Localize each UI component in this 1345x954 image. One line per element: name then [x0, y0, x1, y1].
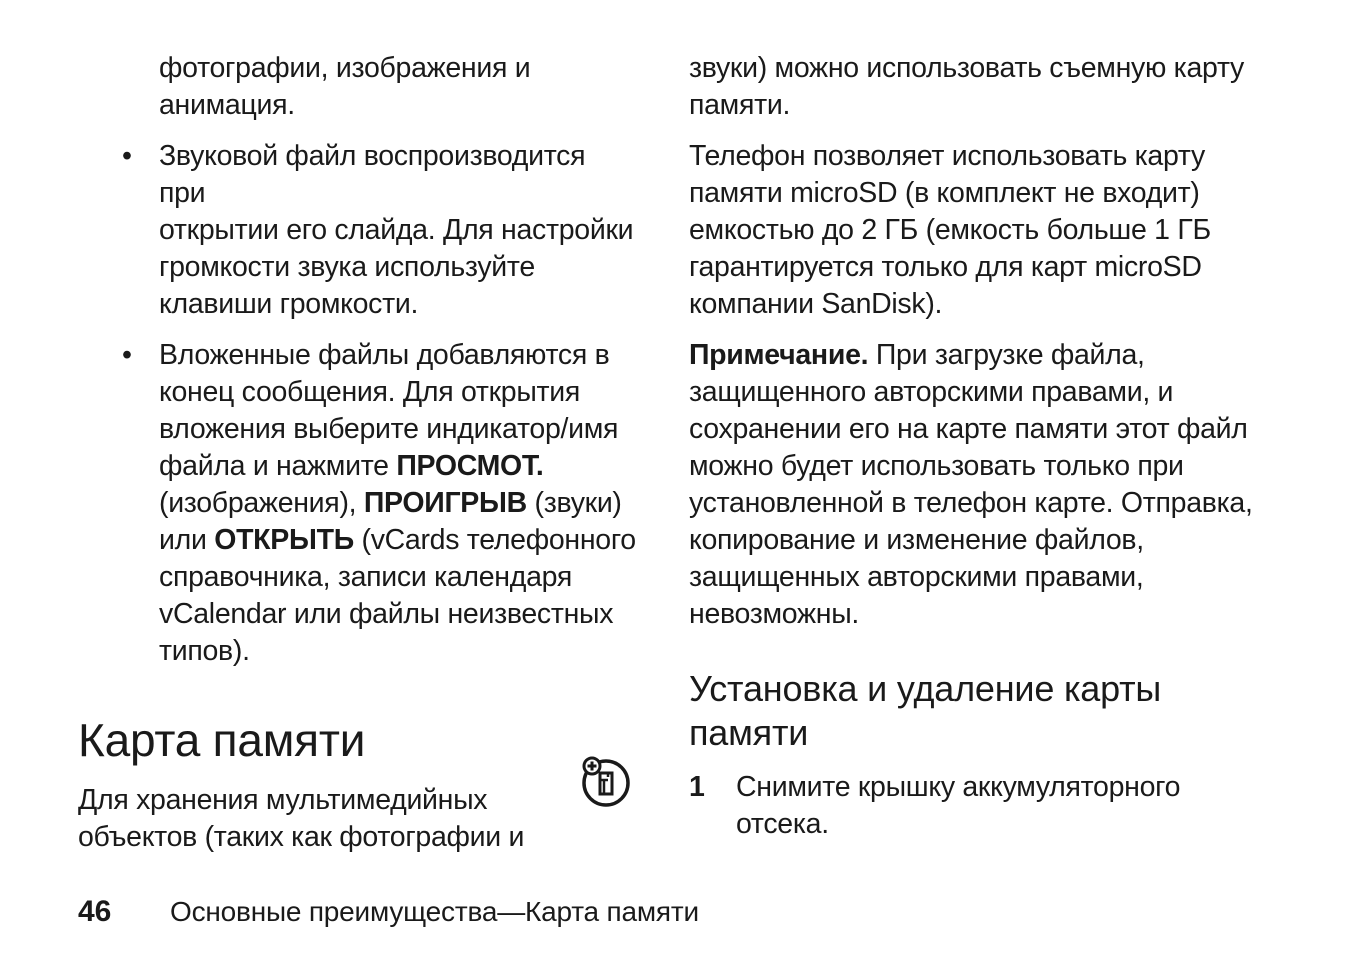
step-1-line-2: отсека. — [736, 808, 829, 840]
bullet2-line-5-post: (звуки) — [526, 487, 622, 519]
subsection-title — [689, 667, 1289, 755]
bullet-item-sound — [78, 138, 638, 323]
microsd-line-2: памяти microSD (в комплект не входит) — [689, 177, 1200, 209]
bullet-mark: • — [122, 339, 132, 371]
note-line-7: защищенных авторскими правами, — [689, 561, 1144, 593]
bullet2-line-4-pre: файла и нажмите — [159, 450, 397, 482]
bullet2-line-8: vCalendar или файлы неизвестных — [159, 598, 614, 630]
subsection-title-line-1: Установка и удаление карты — [689, 668, 1162, 709]
note-paragraph — [689, 337, 1289, 633]
note-line-1: При загрузке файла, — [868, 339, 1145, 371]
bullet1-line-1: Звуковой файл воспроизводится при — [159, 140, 586, 209]
section-text-line-1: Для хранения мультимедийных — [78, 784, 488, 816]
note-line-2: защищенного авторскими правами, и — [689, 376, 1174, 408]
microsd-line-3: емкостью до 2 ГБ (емкость больше 1 ГБ — [689, 214, 1211, 246]
note-line-5: установленной в телефон карте. Отправка, — [689, 487, 1253, 519]
bullet1-line-3: громкости звука используйте — [159, 251, 535, 283]
bullet2-line-9: типов). — [159, 635, 250, 667]
bullet2-line-1: Вложенные файлы добавляются в — [159, 339, 610, 371]
page-number: 46 — [78, 895, 112, 928]
bullet-item-attachments — [78, 337, 638, 670]
subsection-title-line-2: памяти — [689, 712, 809, 753]
right-continuation-line-2: памяти. — [689, 89, 791, 121]
intro-line-2: анимация. — [159, 89, 295, 121]
left-column — [78, 50, 638, 856]
microsd-line-5: компании SanDisk). — [689, 288, 943, 320]
step-1-line-1: Снимите крышку аккумуляторного — [736, 771, 1181, 803]
view-softkey-label: ПРОСМОТ. — [396, 450, 544, 482]
note-label: Примечание. — [689, 339, 869, 371]
section-text-line-2: объектов (таких как фотографии и — [78, 821, 525, 853]
step-number: 1 — [689, 771, 705, 803]
step-1 — [689, 769, 1289, 843]
note-line-3: сохранении его на карте памяти этот файл — [689, 413, 1248, 445]
bullet1-line-4: клавиши громкости. — [159, 288, 419, 320]
bullet-mark: • — [122, 140, 132, 172]
note-line-4: можно будет использовать только при — [689, 450, 1184, 482]
bullet2-line-7: справочника, записи календаря — [159, 561, 572, 593]
intro-continuation — [78, 50, 638, 124]
right-continuation-line-1: звуки) можно использовать съемную карту — [689, 52, 1244, 84]
memory-card-feature-icon — [578, 754, 634, 810]
microsd-paragraph — [689, 138, 1289, 323]
memory-card-feature-icon-graphic — [578, 754, 634, 810]
right-continuation — [689, 50, 1289, 124]
bullet2-line-6-post: (vCards телефонного — [353, 524, 636, 556]
note-line-8: невозможны. — [689, 598, 860, 630]
running-title: Основные преимущества—Карта памяти — [170, 896, 699, 927]
intro-line-1: фотографии, изображения и — [159, 52, 531, 84]
open-softkey-label: ОТКРЫТЬ — [214, 524, 354, 556]
note-line-6: копирование и изменение файлов, — [689, 524, 1144, 556]
microsd-line-4: гарантируется только для карт microSD — [689, 251, 1202, 283]
right-column — [689, 50, 1289, 843]
section-title: Карта памяти — [78, 714, 366, 766]
play-softkey-label: ПРОИГРЫВ — [363, 487, 527, 519]
bullet1-line-2: открытии его слайда. Для настройки — [159, 214, 634, 246]
bullet2-line-5-pre: (изображения), — [159, 487, 364, 519]
bullet2-line-6-pre: или — [159, 524, 215, 556]
bullet2-line-3: вложения выберите индикатор/имя — [159, 413, 619, 445]
section-text — [78, 782, 638, 856]
bullet2-line-2: конец сообщения. Для открытия — [159, 376, 581, 408]
microsd-line-1: Телефон позволяет использовать карту — [689, 140, 1205, 172]
